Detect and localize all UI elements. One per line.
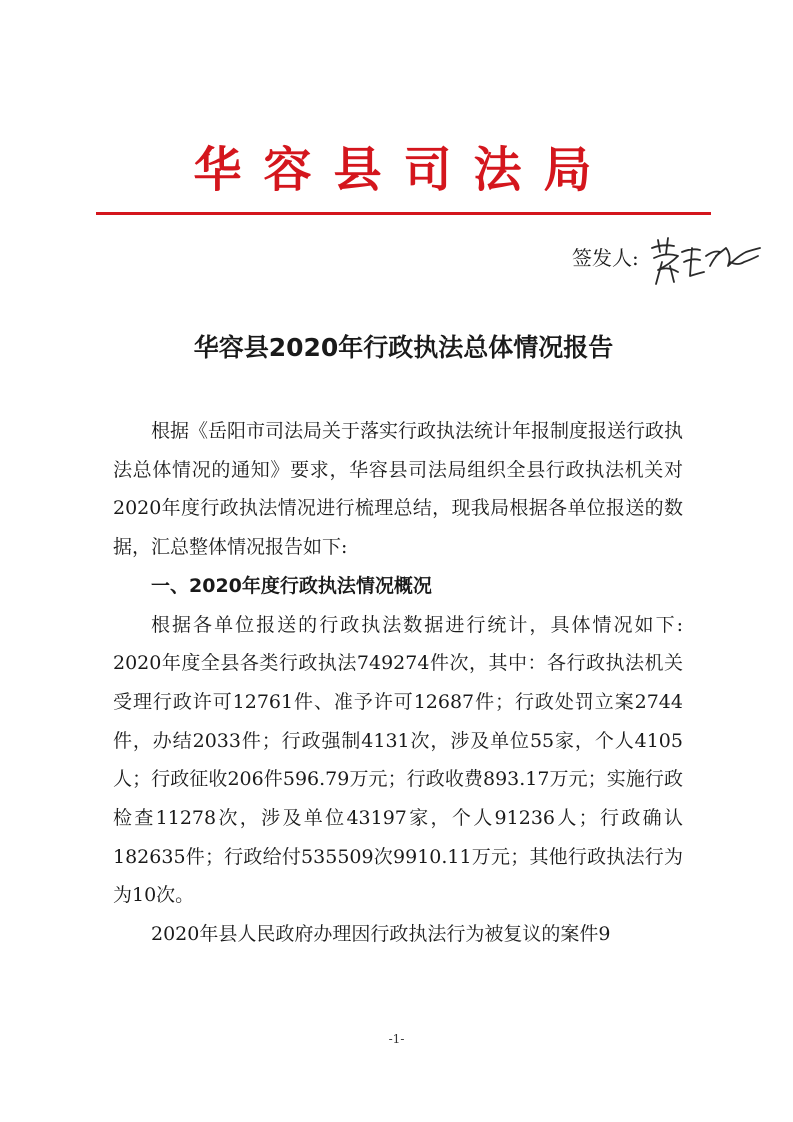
intro-paragraph: 根据《岳阳市司法局关于落实行政执法统计年报制度报送行政执法总体情况的通知》要求，华容县司法局组织全县行政执法机关对2020年度行政执法情况进行梳理总结，现我局根据各单位报送的数据，汇总整体情况报告如下: (113, 420, 684, 559)
issuing-authority-header: 华容县司法局 (193, 142, 614, 198)
review-paragraph: 2020年县人民政府办理因行政执法行为被复议的案件9 (151, 923, 611, 946)
section-heading: 一、2020年度行政执法情况概况 (151, 574, 432, 597)
handwritten-signature (648, 226, 766, 286)
signer-label: 签发人: (572, 246, 639, 270)
page-number: -1- (388, 1032, 405, 1046)
report-title: 华容县2020年行政执法总体情况报告 (193, 333, 614, 362)
statistics-paragraph: 根据各单位报送的行政执法数据进行统计，具体情况如下: 2020年度全县各类行政执法749274件次，其中：各行政执法机关受理行政许可12761件、准予许可12687件；行政处罚立案2744件，办结2033件；行政强制4131次，涉及单位55家，个人4105人；行政征收206件596.79万元；行政收费893.17万元；实施行政检查11278次，涉及单位43197家，个人91236人；行政确认182635件；行政给付535509次9910.11万元；其他行政执法行为为10次。 (113, 613, 683, 907)
report-body (113, 412, 683, 954)
header-red-rule (96, 212, 711, 215)
